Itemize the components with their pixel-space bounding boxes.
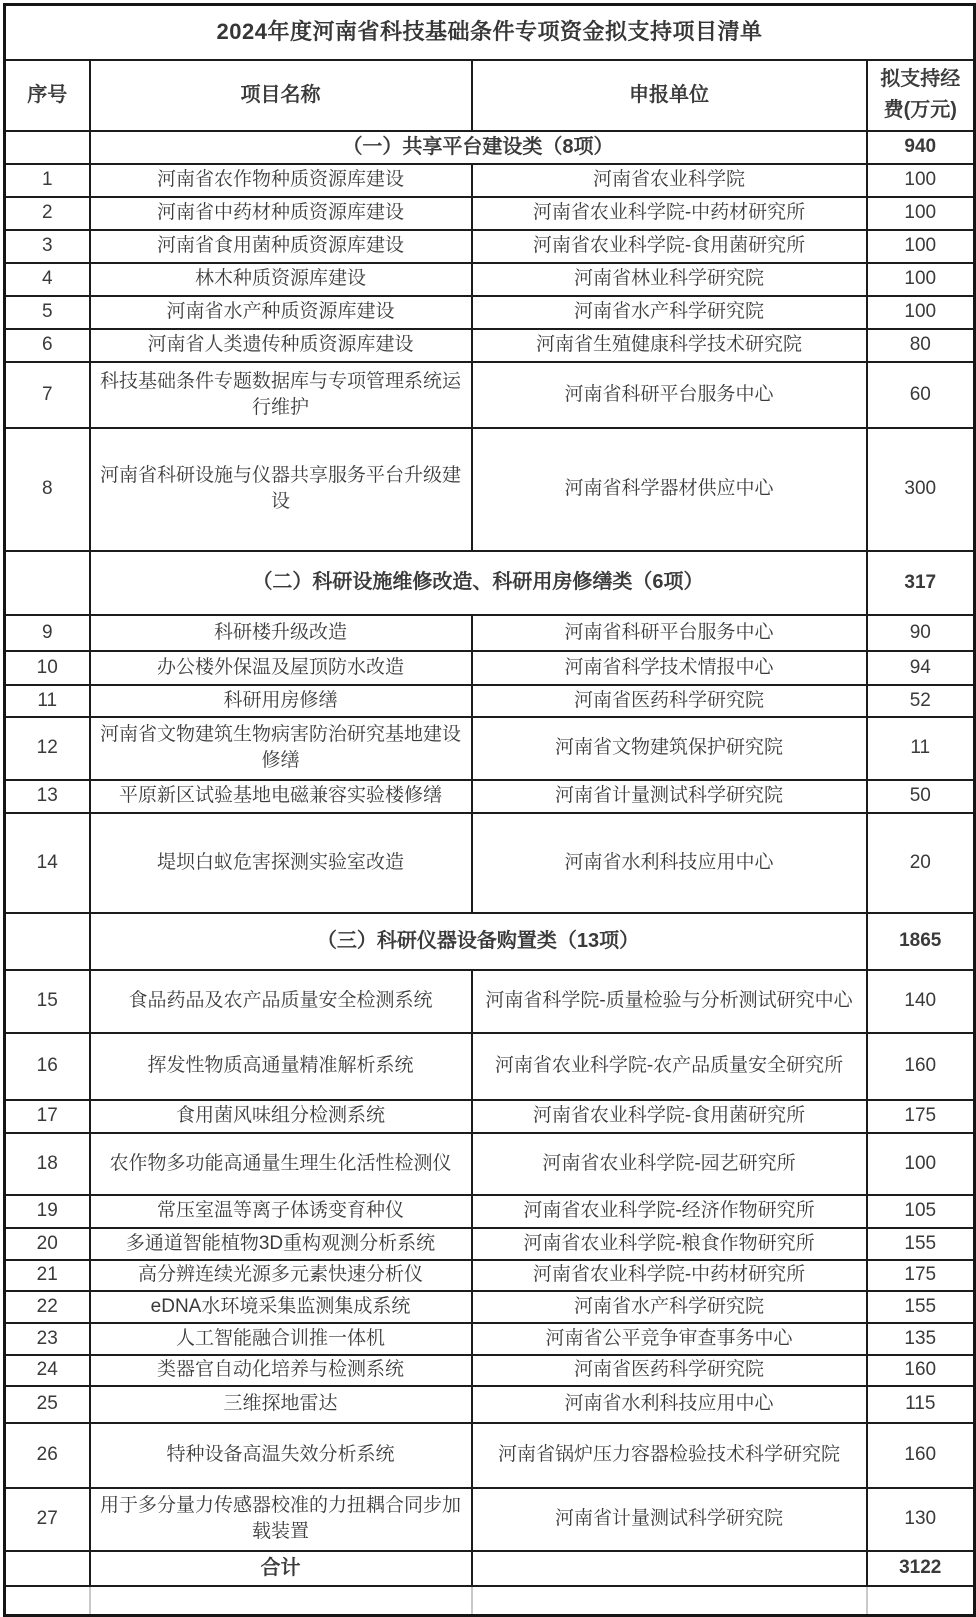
cell-unit: 河南省医药科学研究院 bbox=[472, 685, 867, 717]
cell-project-name: 高分辨连续光源多元素快速分析仪 bbox=[90, 1260, 472, 1291]
cell-unit: 河南省计量测试科学研究院 bbox=[472, 780, 867, 813]
cell-no: 11 bbox=[5, 685, 90, 717]
cell-amount: 20 bbox=[867, 813, 975, 913]
cell-unit: 河南省农业科学院-园艺研究所 bbox=[472, 1133, 867, 1195]
cell-no: 14 bbox=[5, 813, 90, 913]
table-row bbox=[5, 651, 975, 685]
cell-project-name: 河南省农作物种质资源库建设 bbox=[90, 164, 472, 197]
section-row bbox=[5, 131, 975, 164]
cell-project-name: 人工智能融合训推一体机 bbox=[90, 1323, 472, 1355]
cell-unit: 河南省锅炉压力容器检验技术科学研究院 bbox=[472, 1423, 867, 1488]
cell-amount: 100 bbox=[867, 1133, 975, 1195]
cell-amount: 90 bbox=[867, 615, 975, 651]
cell-amount: 175 bbox=[867, 1260, 975, 1291]
table-row bbox=[5, 1488, 975, 1551]
section-subtotal: 940 bbox=[867, 131, 975, 164]
cell-project-name: 河南省文物建筑生物病害防治研究基地建设修缮 bbox=[90, 717, 472, 780]
table-row bbox=[5, 428, 975, 551]
cell-no: 22 bbox=[5, 1291, 90, 1323]
cell-no: 9 bbox=[5, 615, 90, 651]
cell-project-name: 挥发性物质高通量精准解析系统 bbox=[90, 1033, 472, 1100]
table-row bbox=[5, 263, 975, 296]
cell-project-name: 办公楼外保温及屋顶防水改造 bbox=[90, 651, 472, 685]
partial-cell bbox=[867, 1586, 975, 1616]
cell-amount: 100 bbox=[867, 263, 975, 296]
table-row bbox=[5, 685, 975, 717]
total-unit-cell bbox=[472, 1551, 867, 1586]
cell-no: 18 bbox=[5, 1133, 90, 1195]
table-row bbox=[5, 615, 975, 651]
cell-no: 3 bbox=[5, 230, 90, 263]
cell-unit: 河南省水产科学研究院 bbox=[472, 1291, 867, 1323]
table-row bbox=[5, 1228, 975, 1260]
cell-no: 6 bbox=[5, 329, 90, 362]
cell-amount: 52 bbox=[867, 685, 975, 717]
table-row bbox=[5, 164, 975, 197]
cell-project-name: 科研用房修缮 bbox=[90, 685, 472, 717]
cell-project-name: 食品药品及农产品质量安全检测系统 bbox=[90, 970, 472, 1033]
table-row bbox=[5, 970, 975, 1033]
cell-unit: 河南省计量测试科学研究院 bbox=[472, 1488, 867, 1551]
section-no-cell bbox=[5, 913, 90, 970]
cell-unit: 河南省农业科学院 bbox=[472, 164, 867, 197]
cell-no: 10 bbox=[5, 651, 90, 685]
title-row bbox=[5, 5, 975, 60]
table-row bbox=[5, 1355, 975, 1386]
cell-no: 17 bbox=[5, 1100, 90, 1133]
cell-amount: 100 bbox=[867, 197, 975, 230]
cell-amount: 160 bbox=[867, 1423, 975, 1488]
cell-no: 16 bbox=[5, 1033, 90, 1100]
partial-cell bbox=[472, 1586, 867, 1616]
cell-amount: 100 bbox=[867, 230, 975, 263]
table-row bbox=[5, 329, 975, 362]
total-row bbox=[5, 1551, 975, 1586]
table-row bbox=[5, 1033, 975, 1100]
cell-unit: 河南省水产科学研究院 bbox=[472, 296, 867, 329]
cell-amount: 135 bbox=[867, 1323, 975, 1355]
cell-amount: 50 bbox=[867, 780, 975, 813]
cell-unit: 河南省科学技术情报中心 bbox=[472, 651, 867, 685]
table-title: 2024年度河南省科技基础条件专项资金拟支持项目清单 bbox=[5, 5, 975, 60]
cell-no: 8 bbox=[5, 428, 90, 551]
partial-row bbox=[5, 1586, 975, 1616]
table-row bbox=[5, 1323, 975, 1355]
cell-project-name: 河南省水产种质资源库建设 bbox=[90, 296, 472, 329]
table-row bbox=[5, 296, 975, 329]
table-row bbox=[5, 813, 975, 913]
cell-no: 4 bbox=[5, 263, 90, 296]
cell-project-name: 河南省人类遗传种质资源库建设 bbox=[90, 329, 472, 362]
table-row bbox=[5, 1423, 975, 1488]
cell-no: 26 bbox=[5, 1423, 90, 1488]
cell-project-name: 三维探地雷达 bbox=[90, 1386, 472, 1423]
table-row bbox=[5, 780, 975, 813]
cell-project-name: 河南省科研设施与仪器共享服务平台升级建设 bbox=[90, 428, 472, 551]
cell-amount: 115 bbox=[867, 1386, 975, 1423]
cell-unit: 河南省农业科学院-食用菌研究所 bbox=[472, 230, 867, 263]
cell-unit: 河南省医药科学研究院 bbox=[472, 1355, 867, 1386]
cell-unit: 河南省水利科技应用中心 bbox=[472, 1386, 867, 1423]
cell-amount: 160 bbox=[867, 1033, 975, 1100]
total-label: 合计 bbox=[90, 1551, 472, 1586]
cell-amount: 94 bbox=[867, 651, 975, 685]
column-header-amount: 拟支持经费(万元) bbox=[867, 60, 975, 131]
table-row bbox=[5, 1100, 975, 1133]
table-row bbox=[5, 362, 975, 428]
cell-project-name: 堤坝白蚁危害探测实验室改造 bbox=[90, 813, 472, 913]
section-label: （二）科研设施维修改造、科研用房修缮类（6项） bbox=[90, 551, 867, 615]
column-header-no: 序号 bbox=[5, 60, 90, 131]
section-no-cell bbox=[5, 131, 90, 164]
section-label: （三）科研仪器设备购置类（13项） bbox=[90, 913, 867, 970]
cell-project-name: 林木种质资源库建设 bbox=[90, 263, 472, 296]
cell-project-name: 河南省食用菌种质资源库建设 bbox=[90, 230, 472, 263]
cell-unit: 河南省林业科学研究院 bbox=[472, 263, 867, 296]
table-row bbox=[5, 197, 975, 230]
cell-unit: 河南省农业科学院-食用菌研究所 bbox=[472, 1100, 867, 1133]
table-row bbox=[5, 1291, 975, 1323]
table-row bbox=[5, 1133, 975, 1195]
cell-project-name: 常压室温等离子体诱变育种仪 bbox=[90, 1195, 472, 1228]
cell-project-name: 特种设备高温失效分析系统 bbox=[90, 1423, 472, 1488]
cell-no: 21 bbox=[5, 1260, 90, 1291]
cell-amount: 80 bbox=[867, 329, 975, 362]
cell-amount: 100 bbox=[867, 296, 975, 329]
cell-amount: 130 bbox=[867, 1488, 975, 1551]
section-subtotal: 1865 bbox=[867, 913, 975, 970]
cell-unit: 河南省水利科技应用中心 bbox=[472, 813, 867, 913]
table-row bbox=[5, 1195, 975, 1228]
cell-no: 5 bbox=[5, 296, 90, 329]
cell-unit: 河南省科学院-质量检验与分析测试研究中心 bbox=[472, 970, 867, 1033]
cell-project-name: 科技基础条件专题数据库与专项管理系统运行维护 bbox=[90, 362, 472, 428]
cell-unit: 河南省科学器材供应中心 bbox=[472, 428, 867, 551]
cell-project-name: 多通道智能植物3D重构观测分析系统 bbox=[90, 1228, 472, 1260]
cell-no: 19 bbox=[5, 1195, 90, 1228]
cell-amount: 105 bbox=[867, 1195, 975, 1228]
table-row bbox=[5, 717, 975, 780]
cell-unit: 河南省文物建筑保护研究院 bbox=[472, 717, 867, 780]
cell-no: 7 bbox=[5, 362, 90, 428]
partial-cell bbox=[90, 1586, 472, 1616]
section-no-cell bbox=[5, 551, 90, 615]
section-row bbox=[5, 551, 975, 615]
cell-amount: 300 bbox=[867, 428, 975, 551]
cell-no: 27 bbox=[5, 1488, 90, 1551]
cell-amount: 160 bbox=[867, 1355, 975, 1386]
cell-amount: 11 bbox=[867, 717, 975, 780]
column-header-unit: 申报单位 bbox=[472, 60, 867, 131]
cell-no: 1 bbox=[5, 164, 90, 197]
cell-amount: 155 bbox=[867, 1291, 975, 1323]
cell-project-name: eDNA水环境采集监测集成系统 bbox=[90, 1291, 472, 1323]
cell-no: 2 bbox=[5, 197, 90, 230]
total-no-cell bbox=[5, 1551, 90, 1586]
cell-no: 13 bbox=[5, 780, 90, 813]
cell-no: 12 bbox=[5, 717, 90, 780]
table-row bbox=[5, 1260, 975, 1291]
cell-project-name: 用于多分量力传感器校准的力扭耦合同步加载装置 bbox=[90, 1488, 472, 1551]
cell-no: 20 bbox=[5, 1228, 90, 1260]
cell-amount: 60 bbox=[867, 362, 975, 428]
cell-unit: 河南省生殖健康科学技术研究院 bbox=[472, 329, 867, 362]
cell-no: 25 bbox=[5, 1386, 90, 1423]
cell-project-name: 食用菌风味组分检测系统 bbox=[90, 1100, 472, 1133]
cell-amount: 100 bbox=[867, 164, 975, 197]
cell-amount: 155 bbox=[867, 1228, 975, 1260]
cell-unit: 河南省农业科学院-粮食作物研究所 bbox=[472, 1228, 867, 1260]
cell-project-name: 科研楼升级改造 bbox=[90, 615, 472, 651]
cell-project-name: 农作物多功能高通量生理生化活性检测仪 bbox=[90, 1133, 472, 1195]
cell-project-name: 类器官自动化培养与检测系统 bbox=[90, 1355, 472, 1386]
section-label: （一）共享平台建设类（8项） bbox=[90, 131, 867, 164]
cell-unit: 河南省公平竞争审查事务中心 bbox=[472, 1323, 867, 1355]
cell-unit: 河南省农业科学院-中药材研究所 bbox=[472, 197, 867, 230]
cell-unit: 河南省科研平台服务中心 bbox=[472, 615, 867, 651]
table-row bbox=[5, 230, 975, 263]
cell-no: 15 bbox=[5, 970, 90, 1033]
cell-unit: 河南省农业科学院-经济作物研究所 bbox=[472, 1195, 867, 1228]
funding-table bbox=[3, 3, 976, 1617]
header-row bbox=[5, 60, 975, 131]
cell-amount: 175 bbox=[867, 1100, 975, 1133]
cell-amount: 140 bbox=[867, 970, 975, 1033]
cell-project-name: 平原新区试验基地电磁兼容实验楼修缮 bbox=[90, 780, 472, 813]
cell-unit: 河南省农业科学院-农产品质量安全研究所 bbox=[472, 1033, 867, 1100]
total-amount: 3122 bbox=[867, 1551, 975, 1586]
cell-no: 24 bbox=[5, 1355, 90, 1386]
cell-unit: 河南省农业科学院-中药材研究所 bbox=[472, 1260, 867, 1291]
cell-project-name: 河南省中药材种质资源库建设 bbox=[90, 197, 472, 230]
section-row bbox=[5, 913, 975, 970]
section-subtotal: 317 bbox=[867, 551, 975, 615]
table-row bbox=[5, 1386, 975, 1423]
cell-unit: 河南省科研平台服务中心 bbox=[472, 362, 867, 428]
column-header-name: 项目名称 bbox=[90, 60, 472, 131]
partial-cell bbox=[5, 1586, 90, 1616]
cell-no: 23 bbox=[5, 1323, 90, 1355]
